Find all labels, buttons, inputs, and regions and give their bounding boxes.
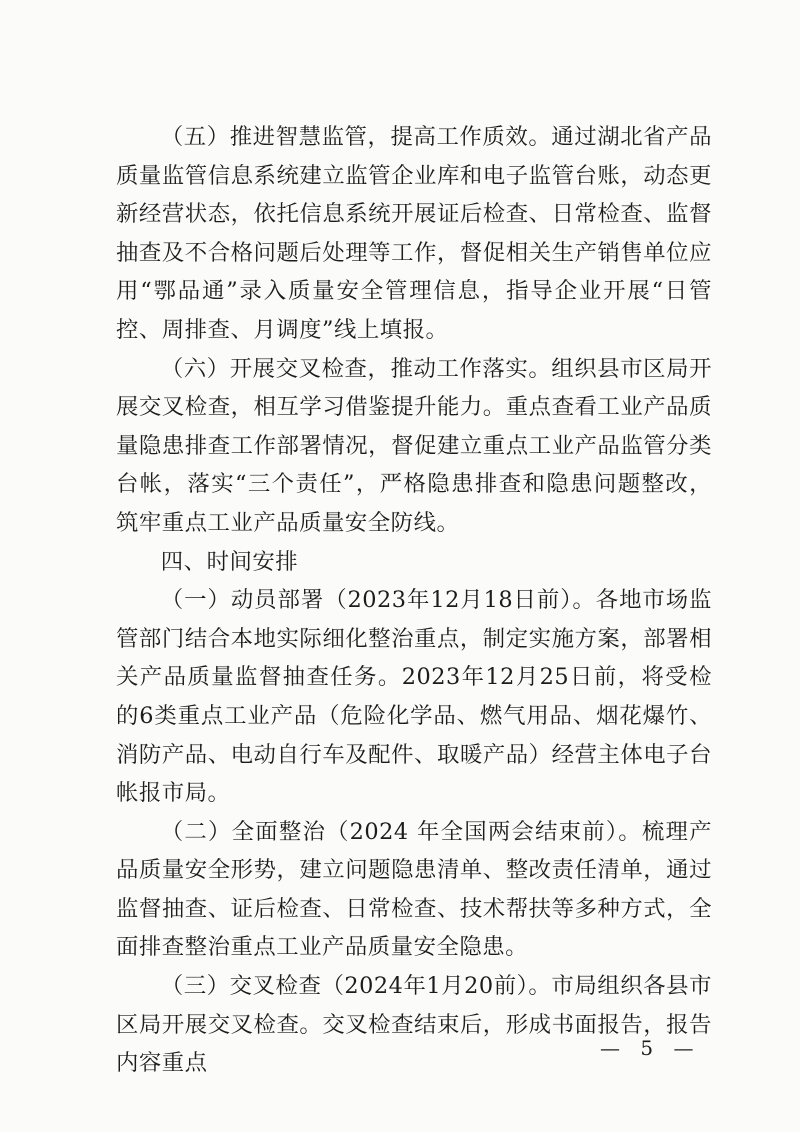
paragraph-smart-supervision: （五）推进智慧监管，提高工作质效。通过湖北省产品质量监管信息系统建立监管企业库和电子监管台账，动态更新经营状态，依托信息系统开展证后检查、日常检查、监督抽查及不合格问题后处理等工作，督促相关生产销售单位应用“鄂品通”录入质量安全管理信息，指导企业开展“日管控、周排查、月调度”线上填报。: [116, 124, 712, 343]
footer-dash-left: —: [600, 1036, 622, 1060]
schedule-item-mobilization: （一）动员部署（2023年12月18日前）。各地市场监管部门结合本地实际细化整治重点，制定实施方案，部署相关产品质量监督抽查任务。2023年12月25日前，将受检的6类重点工业产品（危险化学品、燃气用品、烟花爆竹、消防产品、电动自行车及配件、取暖产品）经营主体电子台帐报市局。: [116, 587, 712, 807]
footer-dash-right: —: [673, 1036, 696, 1060]
schedule-item-cross-check: （三）交叉检查（2024年1月20前）。市局组织各县市区局开展交叉检查。交叉检查结束后，形成书面报告，报告内容重点: [116, 973, 712, 1077]
schedule-item-rectification: （二）全面整治（2024 年全国两会结束前）。梳理产品质量安全形势，建立问题隐患清单、整改责任清单，通过监督抽查、证后检查、日常检查、技术帮扶等多种方式，全面排查整治重点工业产品质量安全隐患。: [116, 818, 712, 961]
page-number: 5: [640, 1036, 656, 1060]
document-body: [116, 118, 712, 1083]
section-heading-schedule: 四、时间安排: [160, 548, 299, 575]
page-footer: [600, 1036, 695, 1060]
paragraph-cross-inspection: （六）开展交叉检查，推动工作落实。组织县市区局开展交叉检查，相互学习借鉴提升能力。重点查看工业产品质量隐患排查工作部署情况，督促建立重点工业产品监管分类台帐，落实“三个责任”，严格隐患排查和隐患问题整改，筑牢重点工业产品质量安全防线。: [116, 355, 712, 536]
